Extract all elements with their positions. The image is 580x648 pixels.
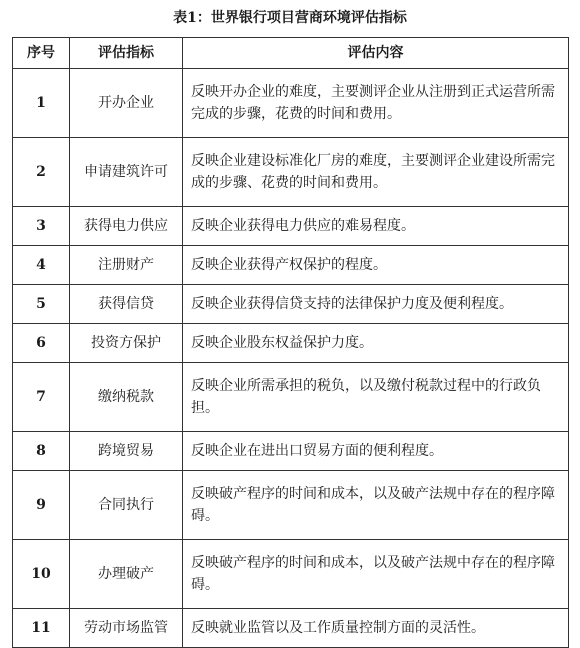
row-content: 反映就业监管以及工作质量控制方面的灵活性。: [183, 609, 569, 648]
table-row: [13, 207, 569, 246]
table-row: [13, 69, 569, 138]
row-no: 3: [13, 207, 70, 246]
table-header-row: [13, 38, 569, 69]
row-indicator: 开办企业: [70, 69, 183, 138]
indicators-table: [12, 37, 569, 648]
table-title: 表1：世界银行项目营商环境评估指标: [173, 10, 407, 26]
row-no: 9: [13, 471, 70, 540]
row-no: 6: [13, 324, 70, 363]
row-no: 10: [13, 540, 70, 609]
row-content: 反映企业建设标准化厂房的难度，主要测评企业建设所需完成的步骤、花费的时间和费用。: [183, 138, 569, 207]
table-row: [13, 324, 569, 363]
row-no: 8: [13, 432, 70, 471]
row-content: 反映企业获得信贷支持的法律保护力度及便利程度。: [183, 285, 569, 324]
row-indicator: 合同执行: [70, 471, 183, 540]
table-row: [13, 471, 569, 540]
table-row: [13, 609, 569, 648]
row-indicator: 劳动市场监管: [70, 609, 183, 648]
table-row: [13, 540, 569, 609]
row-no: 11: [13, 609, 70, 648]
table-row: [13, 432, 569, 471]
table-row: [13, 138, 569, 207]
row-content: 反映企业获得电力供应的难易程度。: [183, 207, 569, 246]
row-no: 1: [13, 69, 70, 138]
row-content: 反映破产程序的时间和成本，以及破产法规中存在的程序障碍。: [183, 471, 569, 540]
table-row: [13, 246, 569, 285]
row-indicator: 申请建筑许可: [70, 138, 183, 207]
row-indicator: 办理破产: [70, 540, 183, 609]
table-row: [13, 285, 569, 324]
row-content: 反映企业股东权益保护力度。: [183, 324, 569, 363]
row-indicator: 注册财产: [70, 246, 183, 285]
row-no: 7: [13, 363, 70, 432]
row-content: 反映企业所需承担的税负，以及缴付税款过程中的行政负担。: [183, 363, 569, 432]
row-content: 反映企业在进出口贸易方面的便利程度。: [183, 432, 569, 471]
row-indicator: 获得信贷: [70, 285, 183, 324]
row-indicator: 投资方保护: [70, 324, 183, 363]
table-row: [13, 363, 569, 432]
row-indicator: 缴纳税款: [70, 363, 183, 432]
row-content: 反映开办企业的难度，主要测评企业从注册到正式运营所需完成的步骤，花费的时间和费用。: [183, 69, 569, 138]
header-indicator: 评估指标: [70, 38, 183, 69]
header-content: 评估内容: [183, 38, 569, 69]
row-indicator: 跨境贸易: [70, 432, 183, 471]
header-no: 序号: [13, 38, 70, 69]
row-indicator: 获得电力供应: [70, 207, 183, 246]
row-content: 反映企业获得产权保护的程度。: [183, 246, 569, 285]
row-no: 4: [13, 246, 70, 285]
row-content: 反映破产程序的时间和成本，以及破产法规中存在的程序障碍。: [183, 540, 569, 609]
row-no: 5: [13, 285, 70, 324]
row-no: 2: [13, 138, 70, 207]
